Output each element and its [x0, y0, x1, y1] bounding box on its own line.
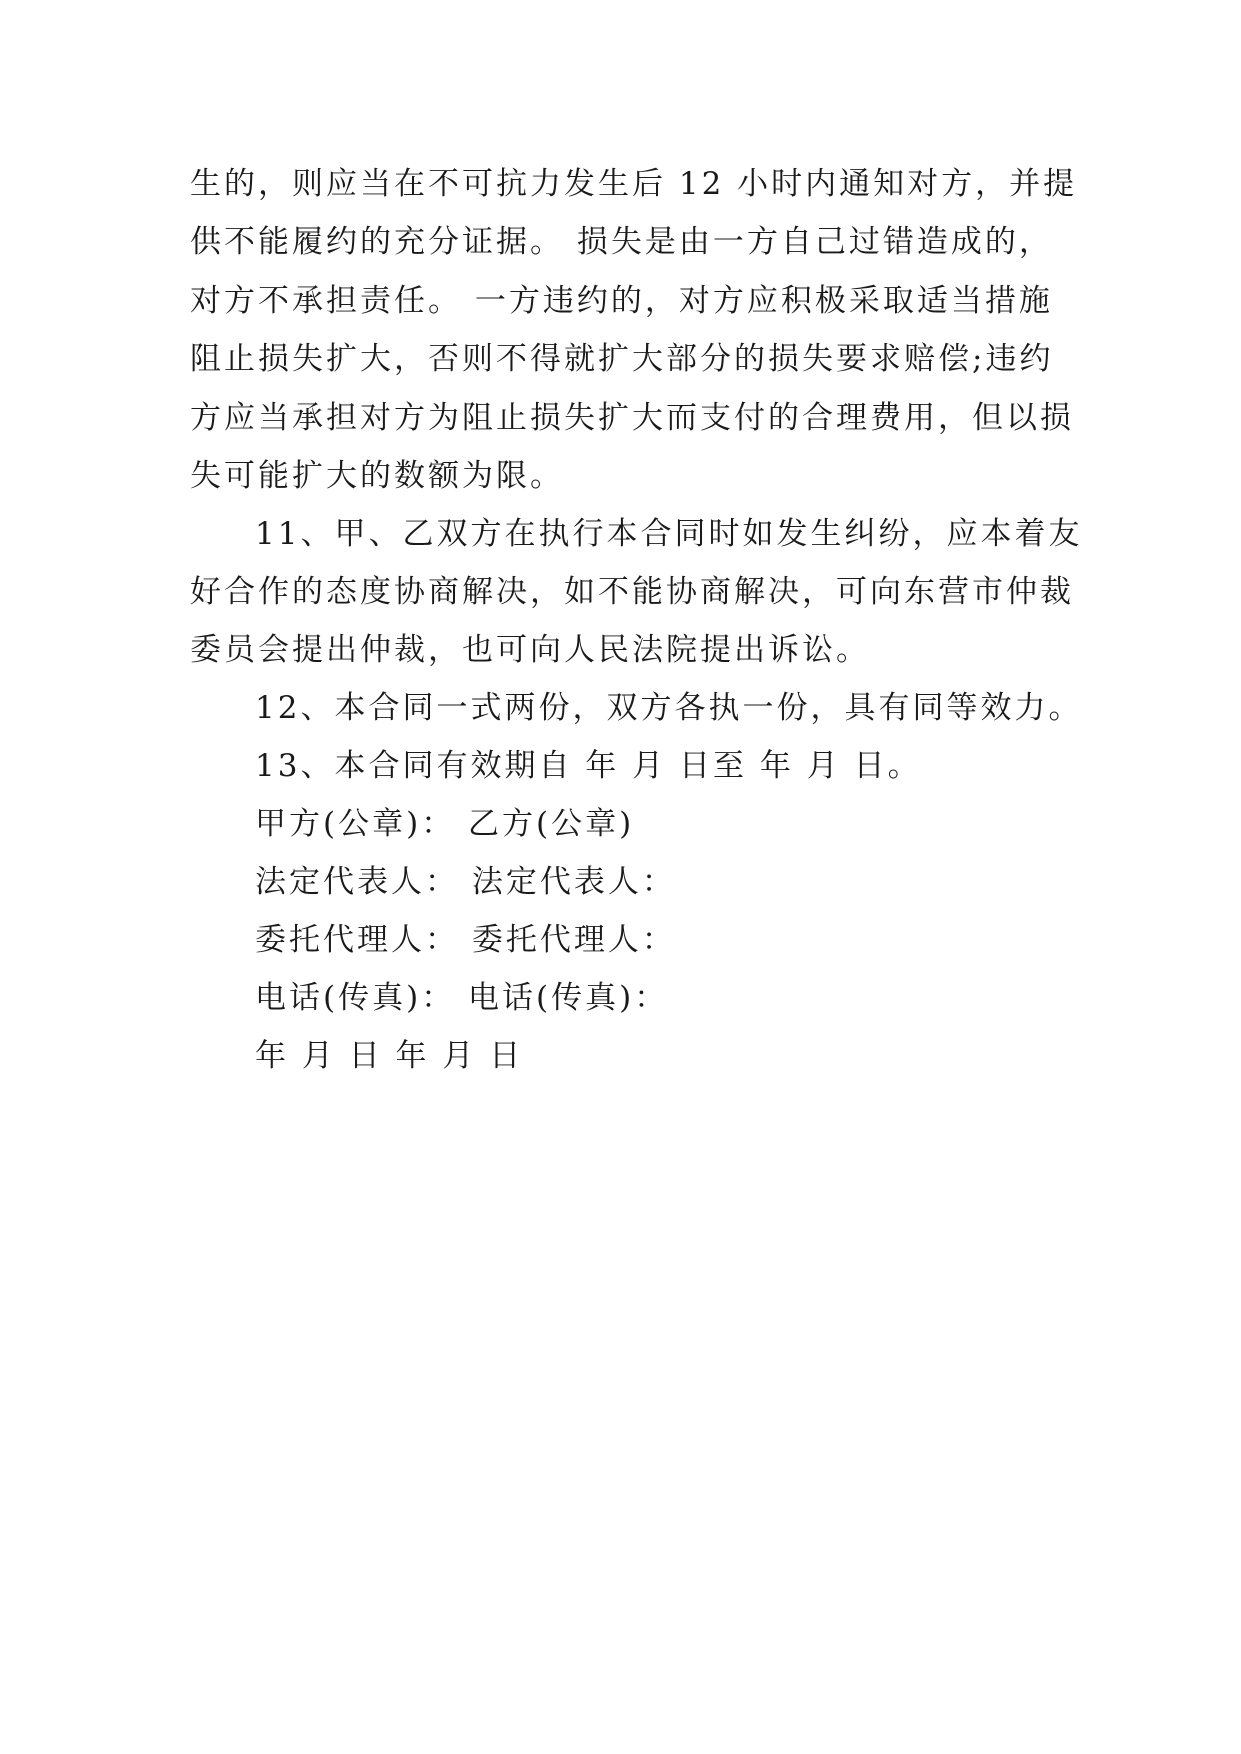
- clause-13: 13、本合同有效期自 年 月 日至 年 月 日。: [255, 748, 922, 784]
- signature-agent-line: 委托代理人： 委托代理人：: [255, 922, 676, 958]
- signature-date-line: 年 月 日 年 月 日: [255, 1038, 524, 1074]
- clause-12: 12、本合同一式两份，双方各执一份，具有同等效力。: [255, 690, 1083, 726]
- signature-legal-representative-line: 法定代表人： 法定代表人：: [255, 864, 676, 900]
- force-majeure-text-line-4: 阻止损失扩大，否则不得就扩大部分的损失要求赔偿;违约: [190, 341, 1054, 377]
- force-majeure-text-line-2: 供不能履约的充分证据。 损失是由一方自己过错造成的，: [190, 224, 1053, 260]
- force-majeure-text-line-5: 方应当承担对方为阻止损失扩大而支付的合理费用，但以损: [190, 400, 1074, 436]
- force-majeure-text-line-1: 生的，则应当在不可抗力发生后 12 小时内通知对方，并提: [190, 166, 1078, 202]
- clause-11-line-3: 委员会提出仲裁，也可向人民法院提出诉讼。: [190, 632, 870, 668]
- clause-11-line-2: 好合作的态度协商解决，如不能协商解决，可向东营市仲裁: [190, 574, 1074, 610]
- signature-seal-line: 甲方(公章)： 乙方(公章): [255, 806, 635, 842]
- force-majeure-text-line-6: 失可能扩大的数额为限。: [190, 458, 564, 494]
- force-majeure-text-line-3: 对方不承担责任。 一方违约的，对方应积极采取适当措施: [190, 283, 1053, 319]
- clause-11-line-1: 11、甲、乙双方在执行本合同时如发生纠纷，应本着友: [255, 516, 1083, 552]
- signature-phone-fax-line: 电话(传真)： 电话(传真)：: [255, 980, 669, 1016]
